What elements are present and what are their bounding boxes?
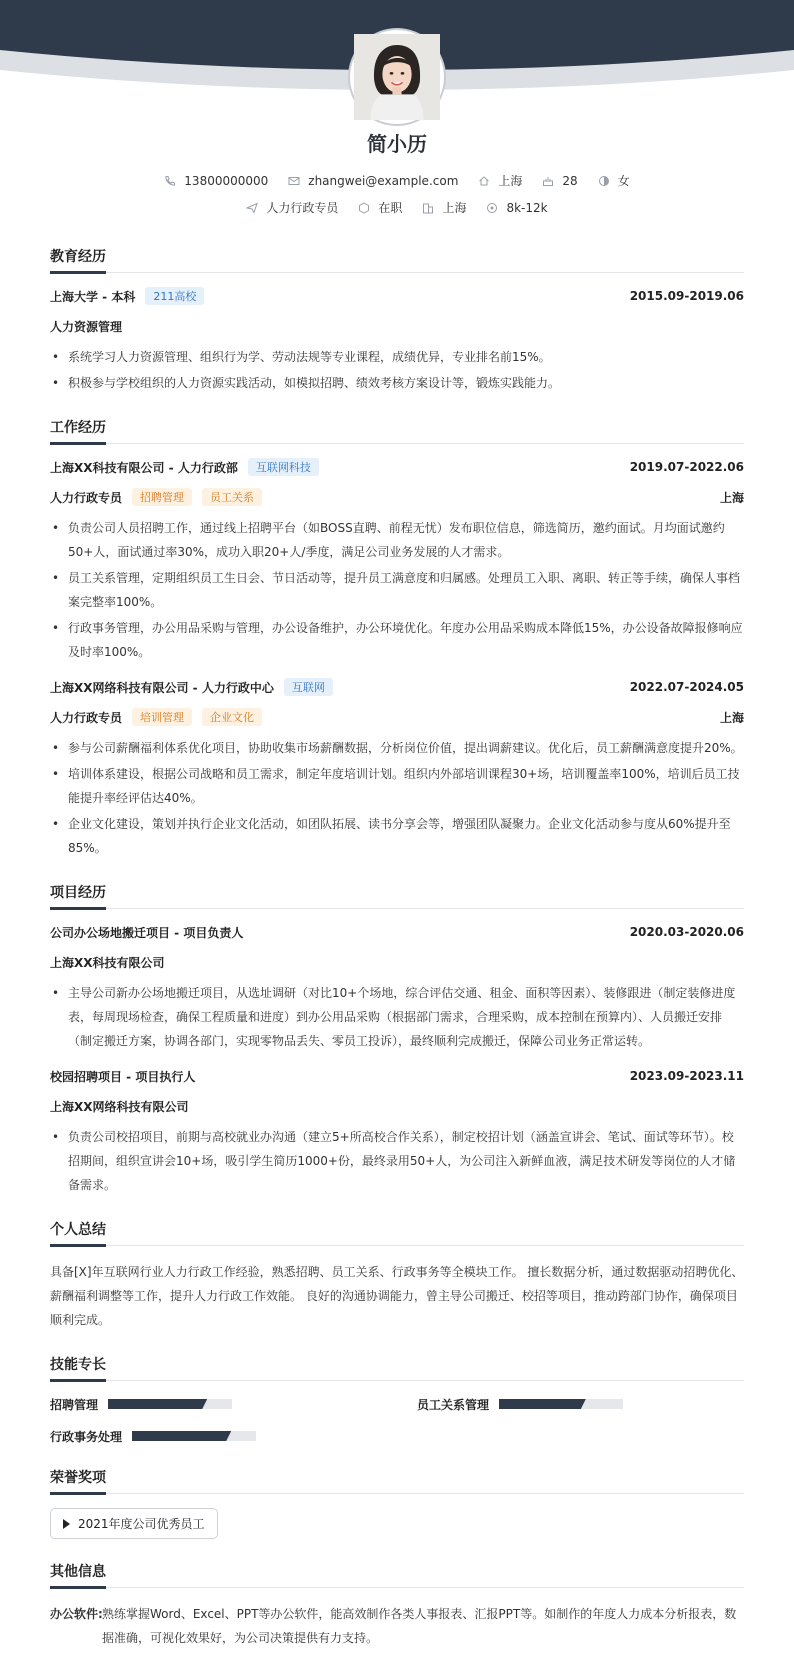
- entry-period: 2019.07-2022.06: [629, 460, 744, 474]
- projects-section: [50, 882, 744, 1197]
- gender-text: 女: [617, 174, 630, 188]
- role-row: [50, 488, 744, 506]
- bullet-list: [50, 516, 744, 664]
- other-text: 熟练掌握Word、Excel、PPT等办公软件，能高效制作各类人事报表、汇报PPT等。如制作的年度人力成本分析报表，数据准确，可视化效果好，为公司决策提供有力支持。: [102, 1607, 737, 1645]
- skills-grid: [50, 1395, 744, 1445]
- skill-item: [417, 1395, 744, 1413]
- entry-header: [50, 923, 744, 941]
- phone-item: [164, 172, 268, 189]
- skill-bar: [499, 1399, 623, 1409]
- salary-item: [486, 199, 547, 216]
- resume-content: [50, 246, 744, 1672]
- cake-icon: [542, 175, 554, 187]
- job-intent-text: 人力行政专员: [266, 201, 339, 215]
- bullet-item: • 行政事务管理，办公用品采购与管理，办公设备维护，办公环境优化。年度办公用品采购成本降低15%，办公设备故障报修响应及时率100%。: [50, 616, 744, 664]
- work-entry: [50, 678, 744, 860]
- bullet-item: • 积极参与学校组织的人力资源实践活动，如模拟招聘、绩效考核方案设计等，锻炼实践能力。: [50, 371, 744, 395]
- email-item: [288, 172, 458, 189]
- location: 上海: [719, 710, 744, 725]
- bullet-list: [50, 736, 744, 860]
- entry-period: 2022.07-2024.05: [629, 680, 744, 694]
- skill-bar: [132, 1431, 256, 1441]
- role-tag: 培训管理: [132, 708, 192, 726]
- section-title-skills: 技能专长: [50, 1354, 744, 1381]
- bullet-list: [50, 1125, 744, 1197]
- phone-text: 13800000000: [184, 173, 269, 188]
- other-label: 办公软件:: [50, 1607, 103, 1621]
- contact-row: [0, 172, 794, 189]
- skill-bar: [108, 1399, 232, 1409]
- company-name: 上海XX科技有限公司 - 人力行政部: [50, 460, 238, 475]
- avatar: [350, 30, 444, 124]
- role-row: [50, 708, 744, 726]
- age-item: [542, 172, 577, 189]
- salary-icon: [486, 202, 498, 214]
- company-tag: 互联网: [284, 678, 333, 696]
- send-icon: [246, 202, 258, 214]
- bullet-list: [50, 345, 744, 395]
- skill-bar-fill: [132, 1431, 231, 1441]
- bullet-item: • 主导公司新办公场地搬迁项目，从选址调研（对比10+个场地，综合评估交通、租金、面积等因素）、装修跟进（制定装修进度表，每周现场检查，确保工程质量和进度）到办公用品采购（根据部门需求，合理采购，成本控制在预算内）、人员搬迁安排（制定搬迁方案，协调各部门，实现零物品丢失、零员工投诉），最终顺利完成搬迁，保障公司业务正常运转。: [50, 981, 744, 1053]
- project-entry: [50, 923, 744, 1053]
- entry-header: [50, 678, 744, 696]
- entry-period: 2015.09-2019.06: [629, 289, 744, 303]
- status-text: 在职: [378, 201, 403, 215]
- skill-item: [50, 1395, 377, 1413]
- other-section: [50, 1561, 744, 1650]
- award-item: [50, 1508, 218, 1539]
- location: 上海: [719, 490, 744, 505]
- city-text: 上海: [498, 174, 523, 188]
- role-tag: 招聘管理: [132, 488, 192, 506]
- school-tag: 211高校: [145, 287, 204, 305]
- project-org: 上海XX网络科技有限公司: [50, 1099, 189, 1114]
- role-tag: 员工关系: [202, 488, 262, 506]
- other-row: [50, 1602, 744, 1650]
- section-title-projects: 项目经历: [50, 882, 744, 909]
- work-section: [50, 417, 744, 860]
- bullet-item: • 参与公司薪酬福利体系优化项目，协助收集市场薪酬数据，分析岗位价值，提出调薪建议。优化后，员工薪酬满意度提升20%。: [50, 736, 744, 760]
- skill-bar-fill: [499, 1399, 586, 1409]
- work-entry: [50, 458, 744, 664]
- home-icon: [478, 175, 490, 187]
- entry-period: 2023.09-2023.11: [629, 1069, 744, 1083]
- email-text: zhangwei@example.com: [308, 173, 459, 188]
- resume-name: 简小历: [367, 132, 427, 156]
- skill-name: 招聘管理: [50, 1397, 99, 1412]
- status-icon: [358, 202, 370, 214]
- entry-period: 2020.03-2020.06: [629, 925, 744, 939]
- bullet-item: • 负责公司校招项目，前期与高校就业办沟通（建立5+所高校合作关系），制定校招计划（涵盖宣讲会、笔试、面试等环节）。校招期间，组织宣讲会10+场，吸引学生简历1000+份，最终录用50+人，为公司注入新鲜血液，满足技术研发等岗位的人才储备需求。: [50, 1125, 744, 1197]
- play-icon: [63, 1519, 70, 1529]
- bullet-item: • 负责公司人员招聘工作，通过线上招聘平台（如BOSS直聘、前程无忧）发布职位信息，筛选简历，邀约面试。月均面试邀约50+人，面试通过率30%，成功入职20+人/季度，满足公司业务发展的人才需求。: [50, 516, 744, 564]
- gender-icon: [598, 175, 610, 187]
- bullet-item: • 企业文化建设，策划并执行企业文化活动，如团队拓展、读书分享会等，增强团队凝聚力。企业文化活动参与度从60%提升至85%。: [50, 812, 744, 860]
- mail-icon: [288, 175, 300, 187]
- phone-icon: [164, 175, 176, 187]
- org-row: [50, 953, 744, 971]
- building-icon: [422, 202, 434, 214]
- skill-name: 行政事务处理: [50, 1429, 123, 1444]
- company-tag: 互联网科技: [248, 458, 319, 476]
- status-item: [358, 199, 402, 216]
- age-text: 28: [562, 173, 578, 188]
- summary-section: [50, 1219, 744, 1332]
- entry-header: [50, 458, 744, 476]
- project-org: 上海XX科技有限公司: [50, 955, 165, 970]
- award-text: 2021年度公司优秀员工: [78, 1517, 205, 1531]
- school-name: 上海大学 - 本科: [50, 289, 136, 304]
- gender-item: [598, 172, 630, 189]
- role-name: 人力行政专员: [50, 490, 123, 505]
- target-city-text: 上海: [442, 201, 467, 215]
- entry-header: [50, 287, 744, 305]
- bullet-list: [50, 981, 744, 1053]
- bullet-item: • 系统学习人力资源管理、组织行为学、劳动法规等专业课程，成绩优异，专业排名前15%。: [50, 345, 744, 369]
- target-city-item: [422, 199, 466, 216]
- org-row: [50, 1097, 744, 1115]
- entry-header: [50, 1067, 744, 1085]
- job-intent-item: [246, 199, 338, 216]
- salary-text: 8k-12k: [506, 200, 548, 215]
- major-name: 人力资源管理: [50, 319, 123, 334]
- bullet-item: • 培训体系建设，根据公司战略和员工需求，制定年度培训计划。组织内外部培训课程30+场，培训覆盖率100%，培训后员工技能提升率经评估达40%。: [50, 762, 744, 810]
- section-title-awards: 荣誉奖项: [50, 1467, 744, 1494]
- section-title-other: 其他信息: [50, 1561, 744, 1588]
- skills-section: [50, 1354, 744, 1445]
- education-entry: [50, 287, 744, 395]
- skill-item: [50, 1427, 377, 1445]
- section-title-summary: 个人总结: [50, 1219, 744, 1246]
- project-name: 公司办公场地搬迁项目 - 项目负责人: [50, 925, 244, 940]
- education-section: [50, 246, 744, 395]
- awards-section: [50, 1467, 744, 1539]
- intent-row: [0, 199, 794, 216]
- bullet-item: • 员工关系管理，定期组织员工生日会、节日活动等，提升员工满意度和归属感。处理员工入职、离职、转正等手续，确保人事档案完整率100%。: [50, 566, 744, 614]
- project-entry: [50, 1067, 744, 1197]
- section-title-education: 教育经历: [50, 246, 744, 273]
- role-name: 人力行政专员: [50, 710, 123, 725]
- company-name: 上海XX网络科技有限公司 - 人力行政中心: [50, 680, 274, 695]
- section-title-work: 工作经历: [50, 417, 744, 444]
- major-row: [50, 317, 744, 335]
- city-item: [478, 172, 522, 189]
- project-name: 校园招聘项目 - 项目执行人: [50, 1069, 196, 1084]
- summary-text: 具备[X]年互联网行业人力行政工作经验，熟悉招聘、员工关系、行政事务等全模块工作。 擅长数据分析，通过数据驱动招聘优化、薪酬福利调整等工作，提升人力行政工作效能。 良好的沟通协调能力，曾主导公司搬迁、校招等项目，推动跨部门协作，确保项目顺利完成。: [50, 1265, 744, 1327]
- skill-bar-fill: [108, 1399, 207, 1409]
- role-tag: 企业文化: [202, 708, 262, 726]
- skill-name: 员工关系管理: [417, 1397, 490, 1412]
